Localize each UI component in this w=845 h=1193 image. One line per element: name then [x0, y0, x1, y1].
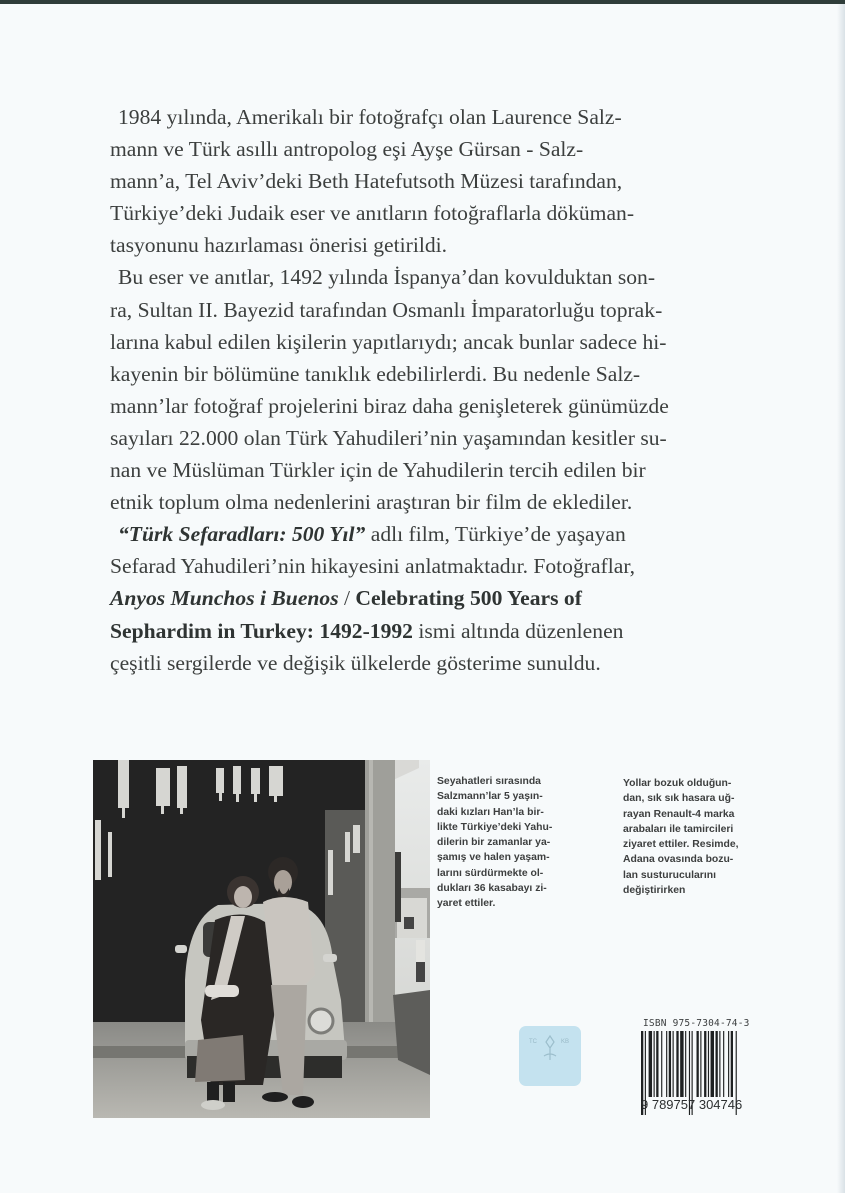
- caption-line: dukları 36 kasabayı zi-: [437, 883, 547, 895]
- barcode-bar: [685, 1031, 686, 1097]
- barcode-bar: [654, 1031, 655, 1097]
- caption-line: Seyahatleri sırasında: [437, 776, 541, 787]
- text-line: mann’lar fotoğraf projelerini biraz daha genişleterek günümüzde: [110, 393, 669, 418]
- caption-line: Yollar bozuk olduğun-: [623, 778, 732, 789]
- film-title: “Türk Sefaradları: 500 Yıl”: [118, 522, 366, 547]
- barcode-bar: [700, 1031, 701, 1097]
- caption-line: Adana ovasında bozu-: [623, 854, 734, 866]
- barcode-bar: [719, 1031, 720, 1097]
- caption-line: şamış ve halen yaşam-: [437, 852, 550, 864]
- caption-line: lan susturucularını: [623, 869, 716, 881]
- text-fragment: ismi altında düzenlenen: [412, 618, 624, 643]
- barcode-bar: [680, 1031, 683, 1097]
- text-line: ra, Sultan II. Bayezid tarafından Osmanlı İmparatorluğu toprak-: [110, 297, 663, 322]
- barcode-bar: [723, 1031, 724, 1097]
- caption-line: değiştirirken: [623, 885, 686, 897]
- exhibit-title-italic: Anyos Munchos i Buenos: [110, 586, 339, 611]
- barcode-bar: [666, 1031, 667, 1097]
- photo-caption-left: [437, 774, 552, 912]
- barcode-bar: [676, 1031, 678, 1097]
- barcode-bar: [708, 1031, 709, 1097]
- barcode-bar: [661, 1031, 662, 1097]
- text-line: tasyonunu hazırlaması önerisi getirildi.: [110, 233, 448, 258]
- cover-top-edge: [0, 0, 845, 4]
- barcode-bar: [711, 1031, 714, 1097]
- text-fragment: adlı film, Türkiye’de yaşayan: [365, 522, 626, 547]
- exhibit-title-bold: Sephardim in Turkey: 1492-1992: [110, 618, 413, 643]
- text-line: 1984 yılında, Amerikalı bir fotoğrafçı olan Laurence Salz-: [118, 105, 622, 129]
- barcode-bar: [656, 1031, 658, 1097]
- tulip-emblem-icon: [519, 1026, 581, 1086]
- caption-line: dilerin bir zamanlar ya-: [437, 837, 551, 849]
- barcode-bar: [716, 1031, 718, 1097]
- text-line: mann ve Türk asıllı antropolog eşi Ayşe Gürsan - Salz-: [110, 137, 584, 162]
- sticker-text: TC: [529, 1039, 537, 1045]
- photo-caption-right: [623, 776, 739, 898]
- exhibit-title-bold: Celebrating 500 Years of: [355, 586, 582, 611]
- text-line: Bu eser ve anıtlar, 1492 yılında İspanya’dan kovulduktan son-: [118, 265, 656, 290]
- text-line: Sefarad Yahudileri’nin hikayesini anlatmaktadır. Fotoğraflar,: [110, 554, 636, 579]
- cover-edge-shadow: [837, 4, 845, 1193]
- text-line: [110, 582, 776, 614]
- caption-line: dan, sık sık hasara uğ-: [623, 793, 735, 805]
- caption-line: arabaları ile tamircileri: [623, 823, 734, 835]
- isbn-label: ISBN 975-7304-74-3: [643, 1018, 750, 1029]
- photo-illustration: [93, 760, 430, 1118]
- caption-line: ziyaret ettiler. Resimde,: [623, 839, 739, 851]
- text-line: larına kabul edilen kişilerin yapıtlarıydı; ancak bunlar sadece hi-: [110, 329, 667, 354]
- text-line: nan ve Müslüman Türkler için de Yahudilerin tercih edilen bir: [110, 458, 646, 483]
- text-line: sayıları 22.000 olan Türk Yahudileri’nin yaşamından kesitler su-: [110, 425, 667, 450]
- barcode-bar: [697, 1031, 699, 1097]
- text-line: etnik toplum olma nedenlerini araştıran bir film de eklediler.: [110, 490, 633, 515]
- paragraph-1: [110, 101, 776, 261]
- barcode-bar: [704, 1031, 706, 1097]
- barcode-bar: [731, 1031, 733, 1097]
- caption-line: larını sürdürmekte ol-: [437, 867, 544, 879]
- text-line: mann’a, Tel Aviv’deki Beth Hatefutsoth Müzesi tarafından,: [110, 169, 623, 194]
- text-line: çeşitli sergilerde ve değişik ülkelerde gösterime sunuldu.: [110, 650, 601, 675]
- caption-line: likte Türkiye’deki Yahu-: [437, 821, 553, 833]
- exhibit-slash: /: [338, 586, 356, 611]
- cover-photograph: [93, 760, 430, 1118]
- caption-line: daki kızları Han’la bir-: [437, 806, 544, 818]
- barcode-bar: [669, 1031, 671, 1097]
- text-line: [110, 518, 776, 550]
- caption-line: yaret ettiler.: [437, 898, 496, 910]
- text-line: [110, 615, 776, 647]
- text-line: Türkiye’deki Judaik eser ve anıtların fotoğraflarla döküman-: [110, 201, 635, 226]
- text-line: kayenin bir bölümüne tanıklık edebilirlerdi. Bu nedenle Salz-: [110, 361, 641, 386]
- body-text: [110, 101, 776, 679]
- barcode-bar: [649, 1031, 652, 1097]
- paragraph-2: [110, 261, 776, 518]
- paragraph-3: [110, 518, 776, 678]
- barcode-digits: 9 789757 304746: [641, 1097, 743, 1112]
- caption-line: rayan Renault-4 marka: [623, 808, 735, 820]
- bandrol-hologram-sticker: [519, 1026, 581, 1086]
- caption-line: Salzmann’lar 5 yaşın-: [437, 791, 543, 803]
- barcode-bar: [728, 1031, 729, 1097]
- sticker-text: KB: [561, 1039, 570, 1045]
- barcode-bar: [673, 1031, 674, 1097]
